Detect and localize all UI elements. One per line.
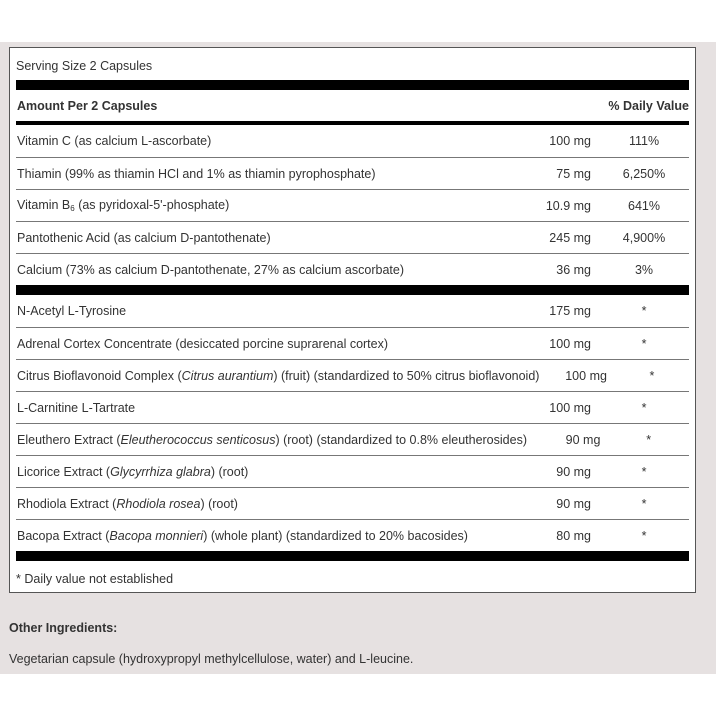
table-row <box>16 125 689 157</box>
table-row <box>16 391 689 423</box>
ingredient-dv: * <box>641 528 647 543</box>
daily-value-label: % Daily Value <box>608 98 689 113</box>
ingredient-amount: 100 mg <box>565 368 607 383</box>
ingredient-amount: 245 mg <box>549 230 591 245</box>
ingredient-amount: 90 mg <box>556 464 591 479</box>
ingredient-name: Citrus Bioflavonoid Complex (Citrus aurantium) (fruit) (standardized to 50% citrus bioflavonoid) <box>17 368 540 383</box>
ingredient-name: L-Carnitine L-Tartrate <box>17 400 136 415</box>
ingredient-dv: 111% <box>628 134 660 148</box>
table-row <box>16 157 689 189</box>
ingredient-name: Eleuthero Extract (Eleutherococcus senticosus) (root) (standardized to 0.8% eleutherosides) <box>17 432 527 447</box>
ingredient-dv: * <box>646 432 652 447</box>
ingredient-dv: * <box>641 496 647 511</box>
other-ingredients-title: Other Ingredients: <box>9 621 118 635</box>
table-row <box>16 519 689 551</box>
ingredient-amount: 100 mg <box>549 134 591 148</box>
ingredient-name: Adrenal Cortex Concentrate (desiccated porcine suprarenal cortex) <box>17 336 389 351</box>
thick-divider <box>16 285 689 295</box>
table-row <box>16 295 689 327</box>
amount-per-label: Amount Per 2 Capsules <box>17 98 158 113</box>
ingredient-name: Licorice Extract (Glycyrrhiza glabra) (root) <box>17 464 249 479</box>
ingredient-amount: 175 mg <box>549 304 591 318</box>
supplement-facts-panel <box>9 47 696 593</box>
ingredient-dv: * <box>641 336 647 351</box>
thick-divider <box>16 80 689 90</box>
table-row <box>16 221 689 253</box>
table-row <box>16 253 689 285</box>
ingredient-name: Vitamin $B_6$ (as pyridoxal-5'-phosphate) <box>17 198 230 213</box>
table-row <box>16 189 689 221</box>
table-row <box>16 487 689 519</box>
ingredient-dv: * <box>649 368 655 383</box>
ingredient-amount: 90 mg <box>565 432 601 447</box>
ingredient-dv: * <box>641 304 647 318</box>
ingredient-amount: 75 mg <box>556 166 591 181</box>
ingredient-amount: 100 mg <box>549 336 591 351</box>
ingredient-name: Thiamin (99% as thiamin HCl and 1% as thiamin pyrophosphate) <box>17 166 376 181</box>
ingredient-dv: 641% <box>628 198 660 213</box>
ingredient-name: N-Acetyl L-Tyrosine <box>17 304 127 318</box>
ingredient-name: Rhodiola Extract (Rhodiola rosea) (root) <box>17 496 238 511</box>
ingredient-dv: 4,900% <box>622 230 666 245</box>
table-header <box>16 90 689 121</box>
ingredient-amount: 10.9 mg <box>545 198 591 213</box>
ingredient-name: Bacopa Extract (Bacopa monnieri) (whole plant) (standardized to 20% bacosides) <box>17 528 468 543</box>
ingredient-dv: * <box>641 400 647 415</box>
ingredient-dv: 6,250% <box>622 166 666 181</box>
ingredient-amount: 80 mg <box>556 528 591 543</box>
thick-divider <box>16 551 689 561</box>
table-row <box>16 423 689 455</box>
ingredient-amount: 100 mg <box>549 400 591 415</box>
ingredient-amount: 90 mg <box>556 496 591 511</box>
ingredient-amount: 36 mg <box>556 262 591 277</box>
footnote: * Daily value not established <box>16 572 174 586</box>
table-row <box>16 327 689 359</box>
ingredient-dv: 3% <box>634 262 654 277</box>
ingredient-dv: * <box>641 464 647 479</box>
other-ingredients-text: Vegetarian capsule (hydroxypropyl methylcellulose, water) and L-leucine. <box>9 652 414 666</box>
ingredient-name: Vitamin C (as calcium L-ascorbate) <box>17 134 212 148</box>
serving-size: Serving Size 2 Capsules <box>16 59 153 73</box>
ingredient-name: Pantothenic Acid (as calcium D-pantothenate) <box>17 230 271 245</box>
ingredient-name: Calcium (73% as calcium D-pantothenate, 27% as calcium ascorbate) <box>17 262 404 277</box>
table-row <box>16 455 689 487</box>
table-row <box>16 359 689 391</box>
